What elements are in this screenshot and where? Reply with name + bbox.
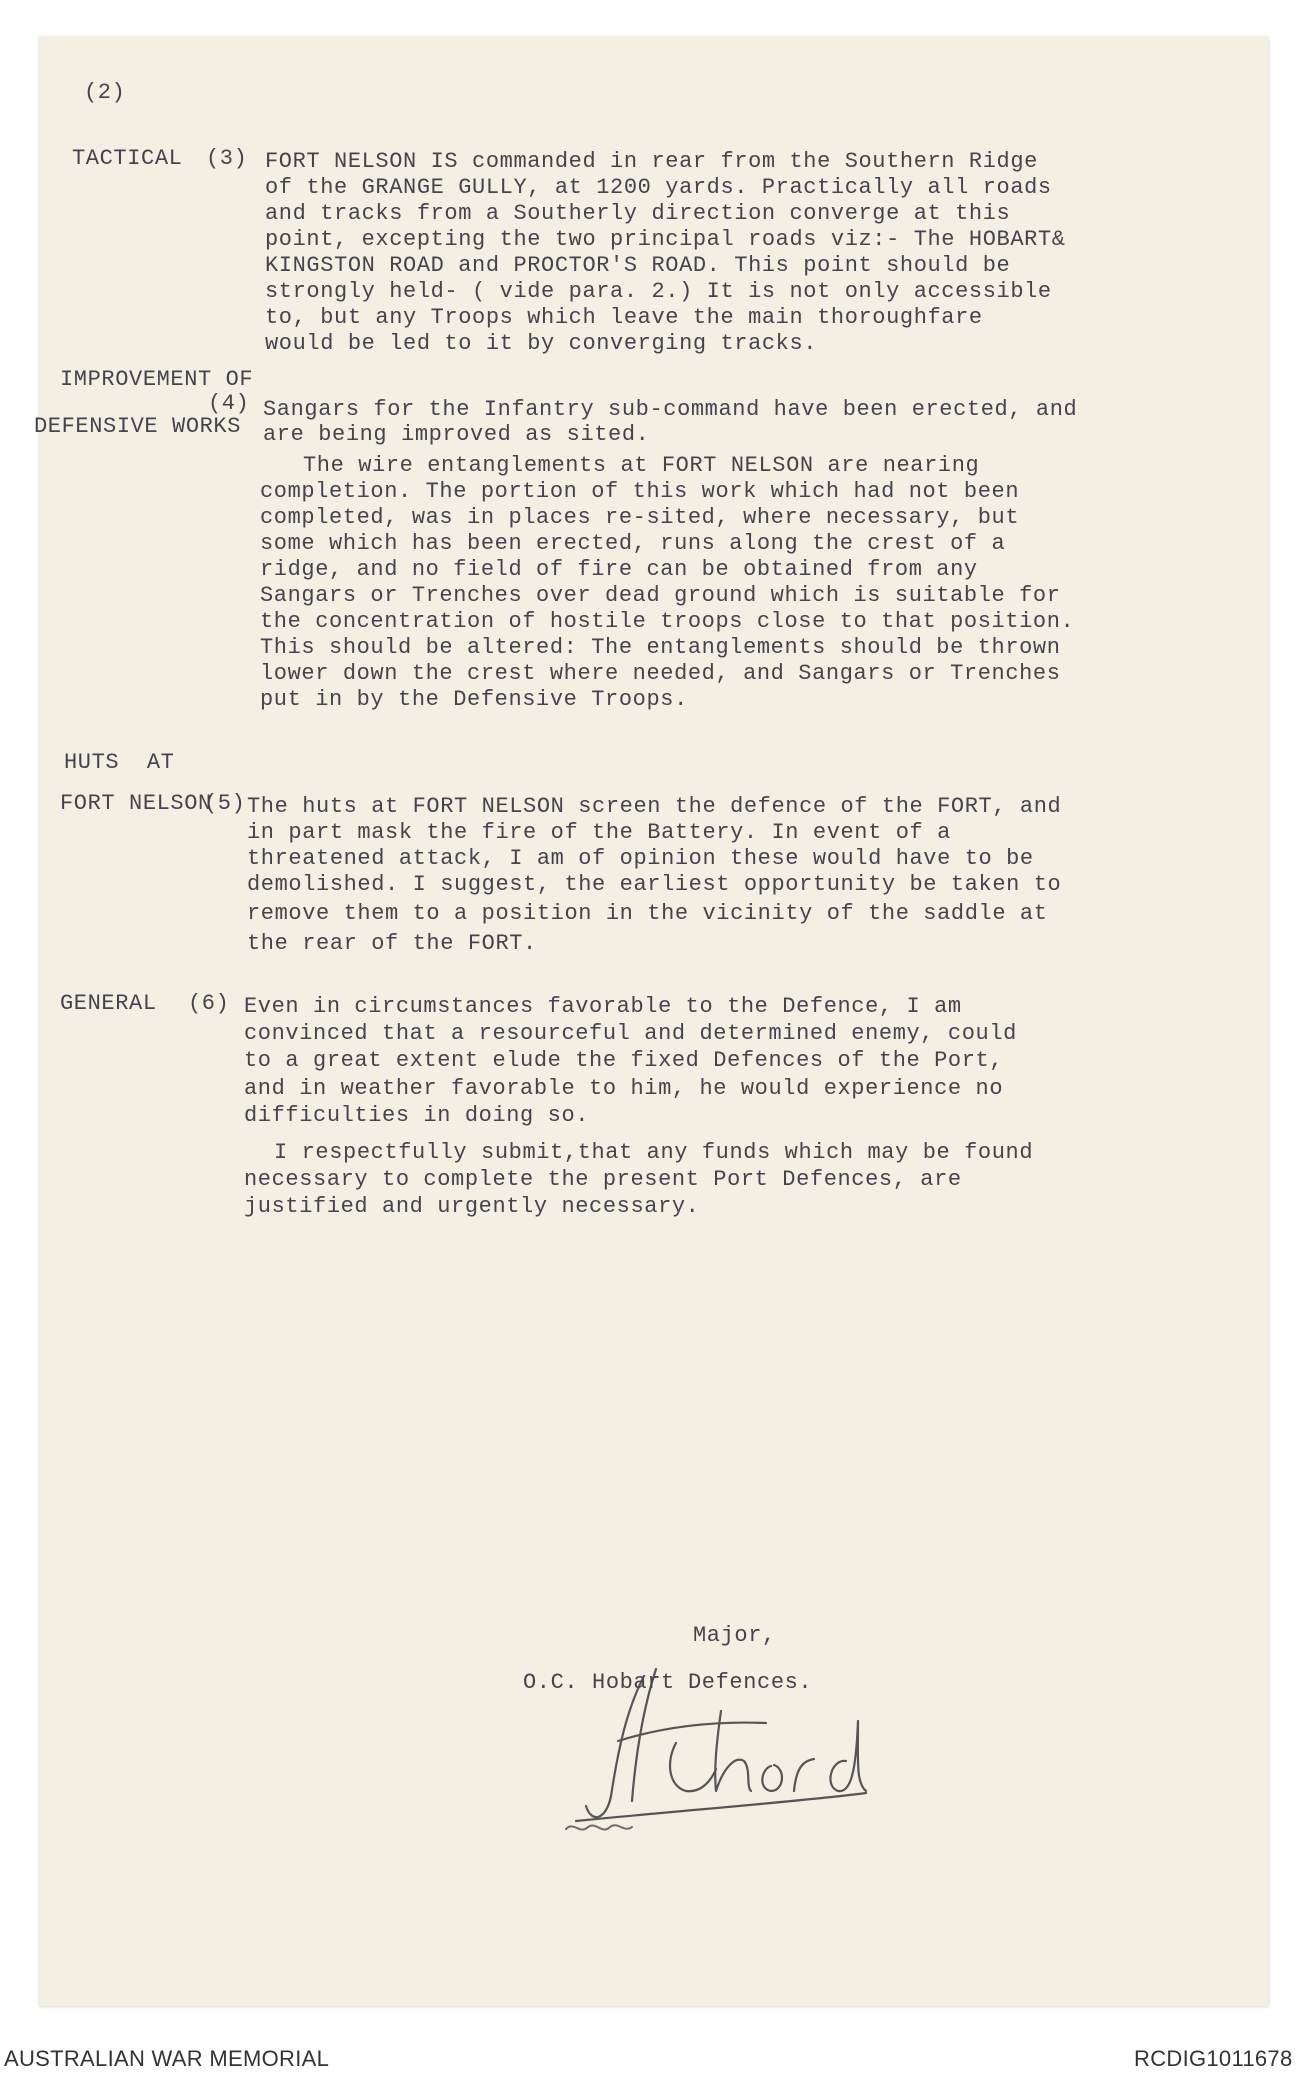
signature-stroke — [794, 1759, 814, 1791]
signature-unit: Defences. — [688, 1670, 813, 1695]
improvement-line: some which has been erected, runs along the crest of a — [260, 531, 1006, 556]
general-line: to a great extent elude the fixed Defences of the Port, — [244, 1048, 1004, 1073]
tactical-line: KINGSTON ROAD and PROCTOR'S ROAD. This point should be — [265, 253, 1011, 278]
footer-left-label: AUSTRALIAN WAR MEMORIAL — [4, 2046, 330, 2071]
huts-line: threatened attack, I am of opinion these would have to be — [247, 846, 1034, 871]
improvement-line: Sangars for the Infantry sub-command have been erected, and — [263, 397, 1078, 422]
improvement-line: the concentration of hostile troops close to that position. — [260, 609, 1075, 634]
tactical-line: to, but any Troops which leave the main thoroughfare — [265, 305, 983, 330]
general-line: justified and urgently necessary. — [244, 1194, 700, 1219]
tactical-heading: TACTICAL — [72, 146, 183, 171]
improvement-line: are being improved as sited. — [263, 422, 650, 447]
signature-stroke — [762, 1765, 782, 1791]
improvement-line: The wire entanglements at FORT NELSON are nearing — [303, 453, 980, 478]
signature-stroke — [670, 1743, 716, 1791]
huts-heading-line2: FORT NELSON — [60, 791, 212, 816]
huts-line: demolished. I suggest, the earliest opportunity be taken to — [247, 872, 1062, 897]
signature-stroke — [576, 1793, 866, 1821]
improvement-line: completion. The portion of this work which had not been — [260, 479, 1020, 504]
signature-rank: Major, — [693, 1623, 776, 1648]
general-line: convinced that a resourceful and determined enemy, could — [244, 1021, 1017, 1046]
huts-number: (5) — [204, 791, 246, 816]
general-line: necessary to complete the present Port Defences, are — [244, 1167, 962, 1192]
general-number: (6) — [188, 991, 230, 1016]
signature-position: O.C. Hobart — [523, 1670, 675, 1695]
improvement-line: ridge, and no field of fire can be obtained from any — [260, 557, 978, 582]
general-heading: GENERAL — [60, 991, 157, 1016]
improvement-heading-line2: DEFENSIVE WORKS — [34, 414, 242, 439]
tactical-line: FORT NELSON IS commanded in rear from the Southern Ridge — [265, 149, 1038, 174]
general-line: difficulties in doing so. — [244, 1103, 590, 1128]
footer-right-label: RCDIG1011678 — [1134, 2046, 1293, 2071]
improvement-line: Sangars or Trenches over dead ground which is suitable for — [260, 583, 1061, 608]
general-line: and in weather favorable to him, he would experience no — [244, 1076, 1004, 1101]
huts-line: the rear of the FORT. — [247, 931, 537, 956]
improvement-number: (4) — [208, 391, 250, 416]
tactical-line: and tracks from a Southerly direction converge at this — [265, 201, 1011, 226]
huts-line: The huts at FORT NELSON screen the defence of the FORT, and — [247, 794, 1062, 819]
tactical-number: (3) — [206, 146, 248, 171]
improvement-heading-line1: IMPROVEMENT OF — [60, 367, 254, 392]
document-page — [34, 36, 1268, 2006]
signature-flourish — [566, 1825, 632, 1829]
huts-line: in part mask the fire of the Battery. In event of a — [247, 820, 951, 845]
signature-stroke — [586, 1676, 644, 1817]
tactical-line: of the GRANGE GULLY, at 1200 yards. Practically all roads — [265, 175, 1052, 200]
improvement-line: put in by the Defensive Troops. — [260, 687, 688, 712]
tactical-line: strongly held- ( vide para. 2.) It is not only accessible — [265, 279, 1052, 304]
huts-heading-line1: HUTS AT — [64, 750, 175, 775]
general-line: I respectfully submit,that any funds which may be found — [274, 1140, 1034, 1165]
tactical-line: point, excepting the two principal roads viz:- The HOBART& — [265, 227, 1066, 252]
general-line: Even in circumstances favorable to the Defence, I am — [244, 994, 962, 1019]
improvement-line: completed, was in places re-sited, where necessary, but — [260, 505, 1020, 530]
page-number: (2) — [84, 80, 126, 105]
huts-line: remove them to a position in the vicinity of the saddle at — [247, 901, 1048, 926]
tactical-line: would be led to it by converging tracks. — [265, 331, 818, 356]
improvement-line: This should be altered: The entanglements should be thrown — [260, 635, 1061, 660]
improvement-line: lower down the crest where needed, and Sangars or Trenches — [260, 661, 1061, 686]
signature-stroke — [830, 1721, 866, 1791]
